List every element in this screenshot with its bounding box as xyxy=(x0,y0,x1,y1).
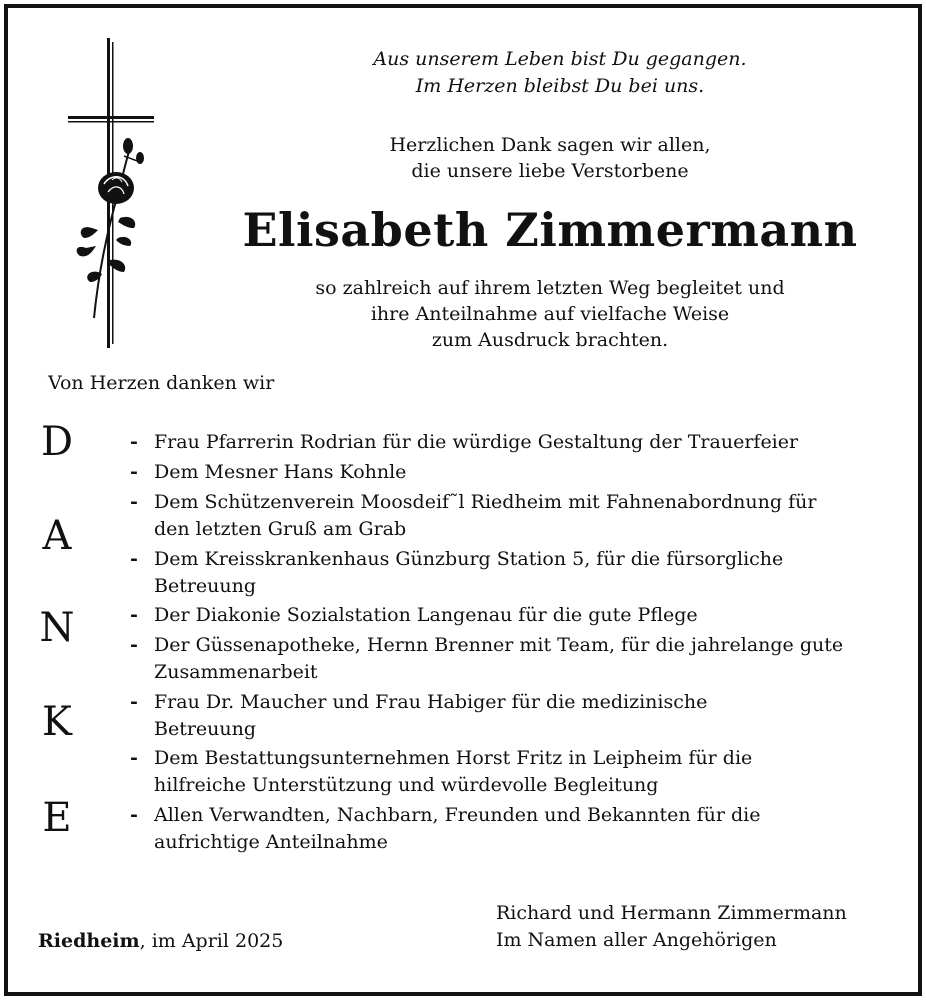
thanks-intro-line-1: Herzlichen Dank sagen wir allen, xyxy=(389,134,711,156)
danke-letter-d: D xyxy=(40,419,74,465)
list-item-text: Dem Kreisskrankenhaus Günzburg Station 5, für die fürsorgliche Betreuung xyxy=(154,548,784,597)
list-item xyxy=(130,802,890,856)
signature-line-1: Richard und Hermann Zimmermann xyxy=(496,902,847,924)
list-item-text: Dem Mesner Hans Kohnle xyxy=(154,461,407,483)
list-item xyxy=(130,459,890,486)
list-item-text: Der Güssenapotheke, Hernn Brenner mit Team, für die jahrelange gute Zusammenarbeit xyxy=(154,634,844,683)
thanks-body-line-3: zum Ausdruck brachten. xyxy=(431,329,669,351)
heart-thanks-intro: Von Herzen danken wir xyxy=(48,372,275,394)
list-item-text: Allen Verwandten, Nachbarn, Freunden und Bekannten für die aufrichtige Anteilnahme xyxy=(154,804,761,853)
deceased-name: Elisabeth Zimmermann xyxy=(242,203,858,257)
list-item xyxy=(130,489,890,543)
dash-bullet: - xyxy=(130,691,138,713)
thanks-body-line-1: so zahlreich auf ihrem letzten Weg begleitet und xyxy=(315,277,785,299)
dash-bullet: - xyxy=(130,634,138,656)
danke-letter-a: A xyxy=(42,513,72,559)
list-item-text: Der Diakonie Sozialstation Langenau für die gute Pflege xyxy=(154,604,698,626)
dash-bullet: - xyxy=(130,431,138,453)
list-item xyxy=(130,689,890,743)
signature xyxy=(496,900,847,954)
danke-letter-e: E xyxy=(42,795,72,841)
dash-bullet: - xyxy=(130,491,138,513)
signature-line-2: Im Namen aller Angehörigen xyxy=(496,929,777,951)
poem-line-2: Im Herzen bleibst Du bei uns. xyxy=(415,75,705,97)
place-date xyxy=(38,930,283,952)
thanks-intro-line-2: die unsere liebe Verstorbene xyxy=(411,160,689,182)
list-item xyxy=(130,745,890,799)
danke-letter-n: N xyxy=(39,605,75,651)
date: , im April 2025 xyxy=(139,930,284,952)
list-item-text: Frau Pfarrerin Rodrian für die würdige Gestaltung der Trauerfeier xyxy=(154,431,799,453)
list-item xyxy=(130,429,890,456)
cross-with-rose-icon xyxy=(62,38,162,350)
list-item-text: Frau Dr. Maucher und Frau Habiger für die medizinische Betreuung xyxy=(154,691,708,740)
place: Riedheim xyxy=(38,930,140,952)
list-item-text: Dem Bestattungsunternehmen Horst Fritz in Leipheim für die hilfreiche Unterstützung und würdevolle Begleitung xyxy=(154,747,753,796)
list-item xyxy=(130,632,890,686)
dash-bullet: - xyxy=(130,747,138,769)
poem-line-1: Aus unserem Leben bist Du gegangen. xyxy=(373,48,747,70)
dash-bullet: - xyxy=(130,804,138,826)
list-item xyxy=(130,602,890,629)
dash-bullet: - xyxy=(130,548,138,570)
thanks-body-line-2: ihre Anteilnahme auf vielfache Weise xyxy=(370,303,730,325)
list-item-text: Dem Schützenverein Moosdeif˜l Riedheim mit Fahnenabordnung für den letzten Gruß am Grab xyxy=(154,491,817,540)
dash-bullet: - xyxy=(130,604,138,626)
list-item xyxy=(130,546,890,600)
dash-bullet: - xyxy=(130,461,138,483)
danke-letter-k: K xyxy=(42,699,72,745)
